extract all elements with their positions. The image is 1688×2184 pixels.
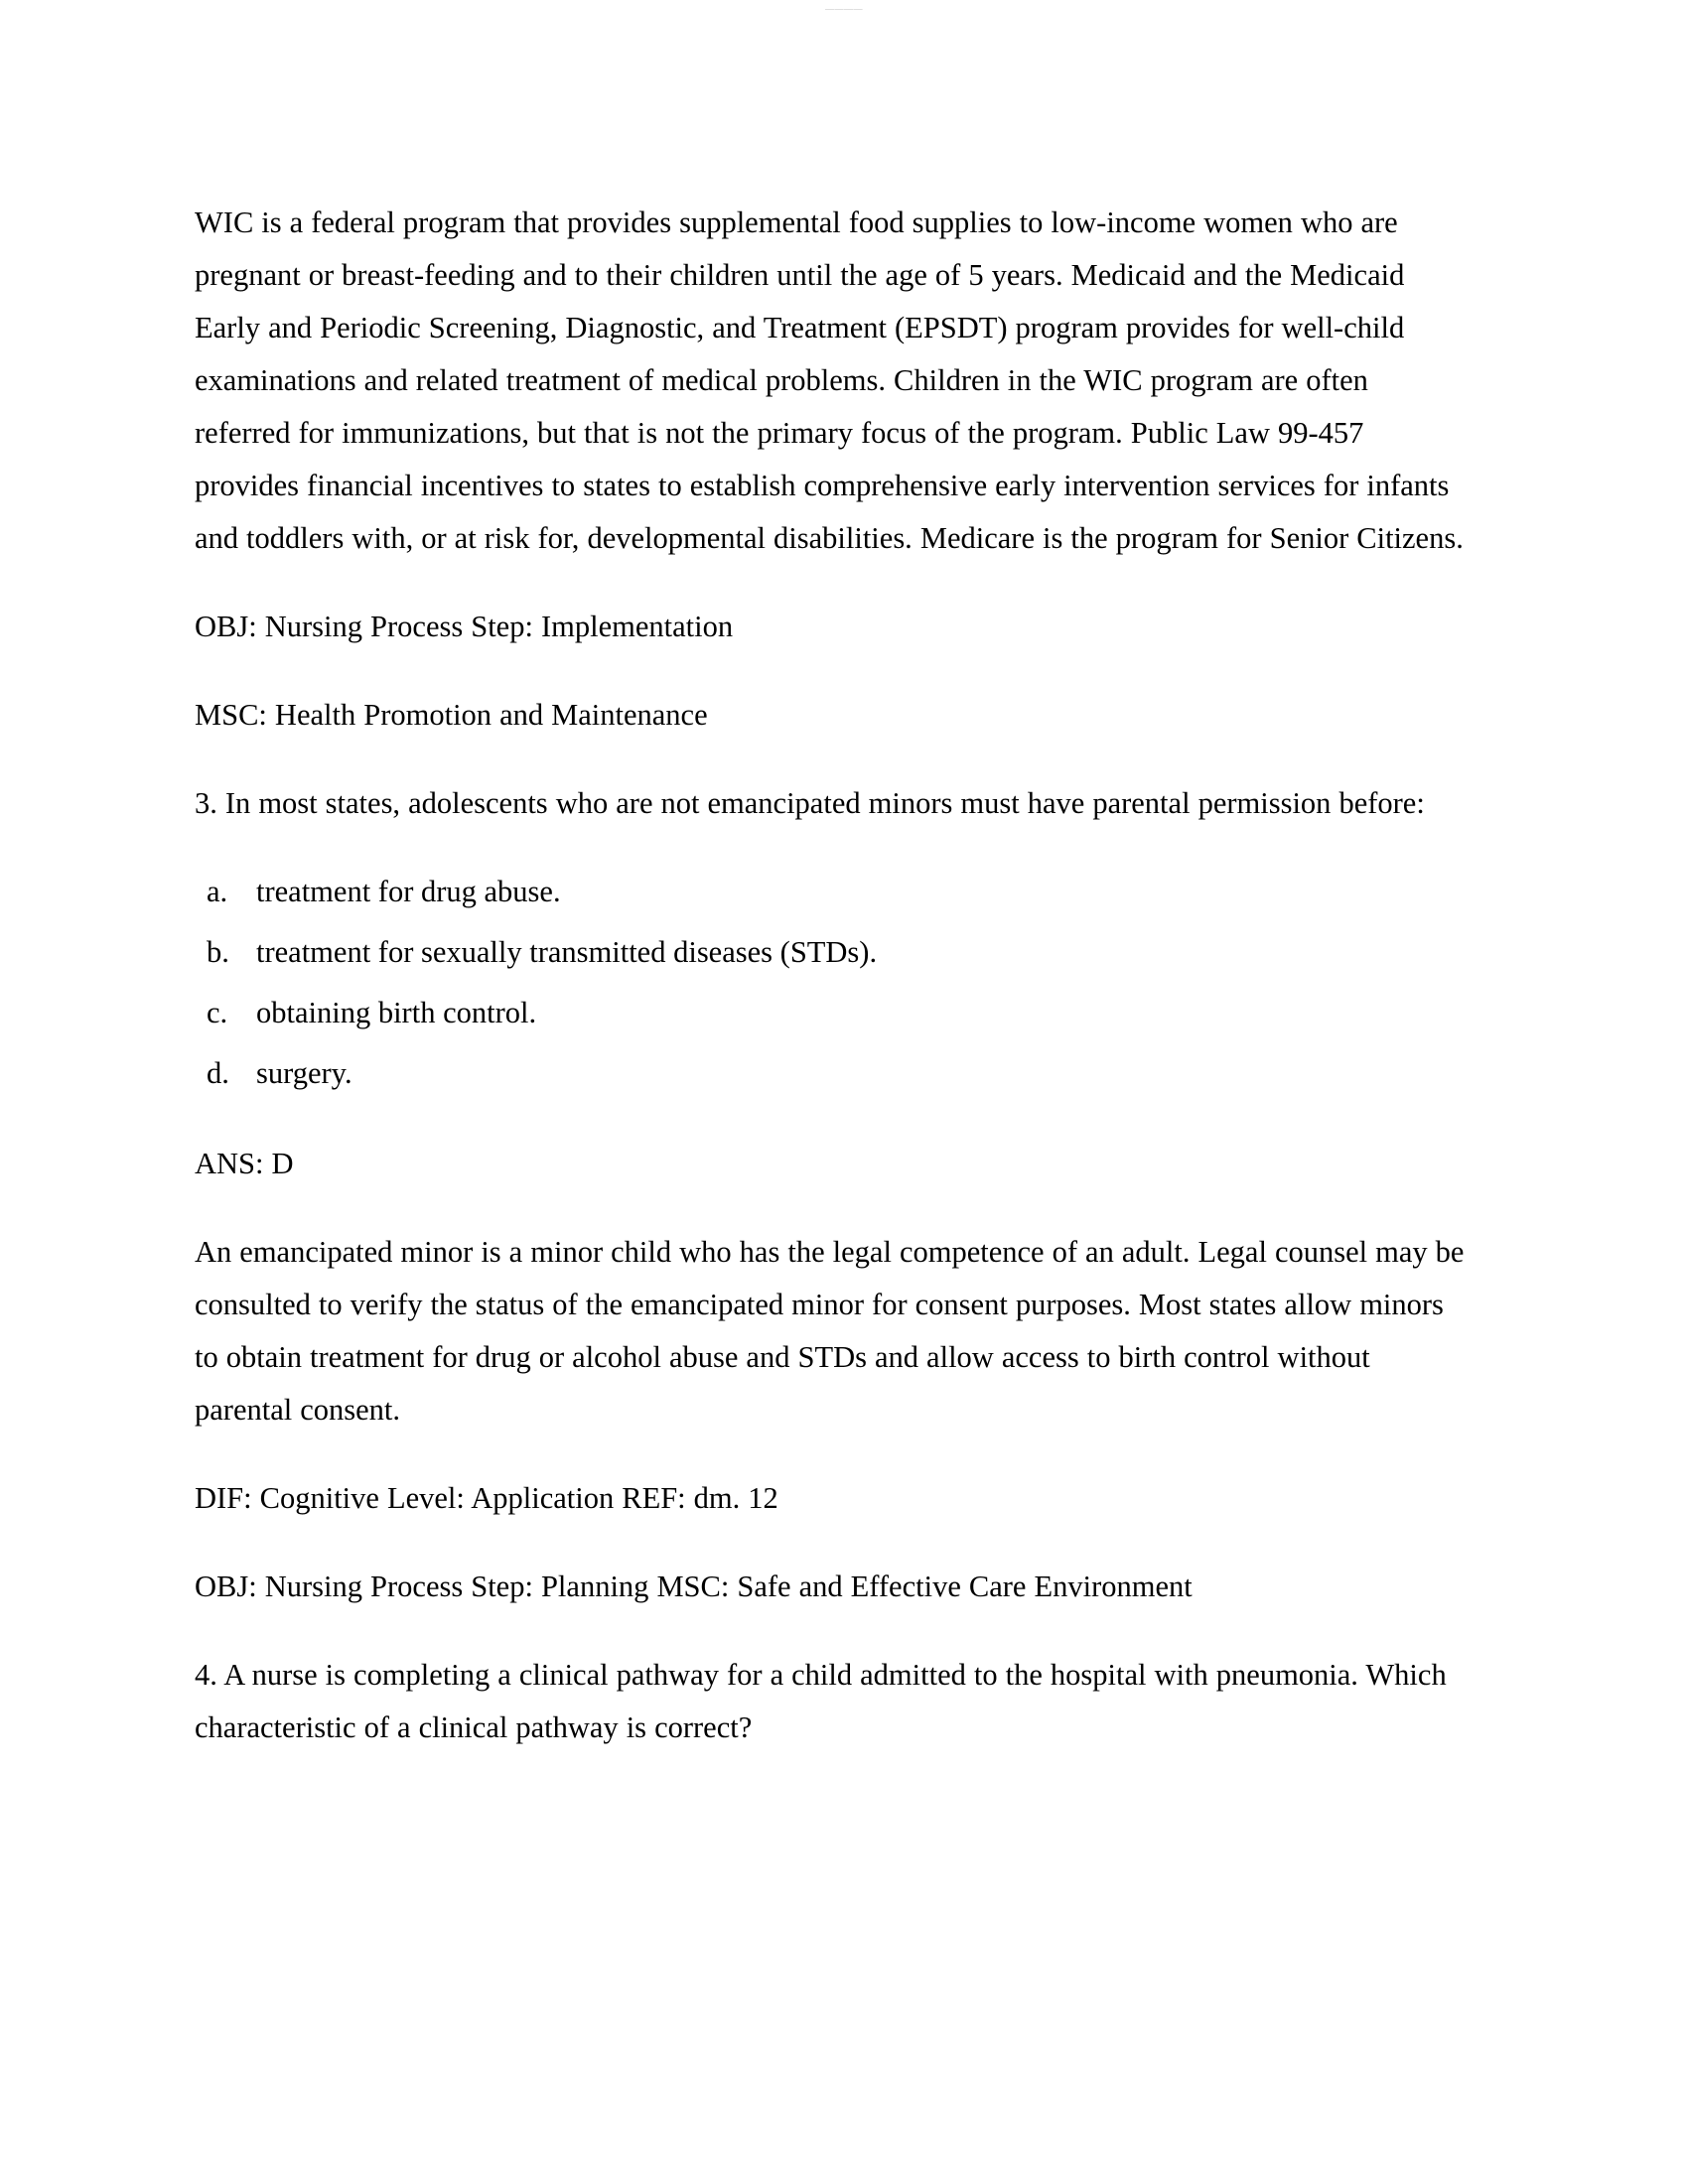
choice-text-c: obtaining birth control. [256, 996, 537, 1029]
paragraph-rationale-wic: WIC is a federal program that provides supplemental food supplies to low-income women who are pregnant or breast-feeding and to their children until the age of 5 years. Medicaid and the Medicaid Early and Periodic Screening, Diagnostic, and Treatment (EPSDT) program provides for well-child examinations and related treatment of medical problems. Children in the WIC program are often referred for immunizations, but that is not the primary focus of the program. Public Law 99-457 provides financial incentives to states to establish comprehensive early intervention services for infants and toddlers with, or at risk for, developmental disabilities. Medicare is the program for Senior Citizens. [195, 205, 1464, 555]
question-3-rationale: An emancipated minor is a minor child who has the legal competence of an adult. Legal counsel may be consulted to verify the status of the emancipated minor for consent purposes. Most states allow minors to obtain treatment for drug or alcohol abuse and STDs and allow access to birth control without parental consent. [195, 1235, 1465, 1427]
choice-marker-a: a. [207, 875, 228, 908]
choice-item-d[interactable] [195, 1047, 1466, 1100]
question-3-obj-line: OBJ: Nursing Process Step: Planning MSC: Safe and Effective Care Environment [195, 1570, 1193, 1603]
choice-item-b[interactable] [195, 926, 1466, 979]
question-3-choice-list [195, 866, 1466, 1100]
choice-text-b: treatment for sexually transmitted diseases (STDs). [256, 935, 878, 969]
document-body [195, 197, 1466, 1790]
question-3-stem: 3. In most states, adolescents who are not emancipated minors must have parental permission before: [195, 786, 1425, 820]
question-4-stem: 4. A nurse is completing a clinical pathway for a child admitted to the hospital with pneumonia. Which characteristic of a clinical pathway is correct? [195, 1658, 1447, 1744]
question-3-answer-line: ANS: D [195, 1147, 294, 1180]
choice-marker-d: d. [207, 1056, 229, 1090]
choice-text-a: treatment for drug abuse. [256, 875, 561, 908]
paragraph-msc-health-promotion: MSC: Health Promotion and Maintenance [195, 698, 708, 732]
choice-text-d: surgery. [256, 1056, 352, 1090]
choice-marker-b: b. [207, 935, 229, 969]
choice-item-a[interactable] [195, 866, 1466, 918]
choice-item-c[interactable] [195, 987, 1466, 1039]
choice-marker-c: c. [207, 996, 228, 1029]
paragraph-obj-implementation: OBJ: Nursing Process Step: Implementation [195, 610, 734, 643]
question-3-dif-line: DIF: Cognitive Level: Application REF: dm. 12 [195, 1481, 778, 1515]
page-header-watermark: ———— [825, 4, 863, 14]
